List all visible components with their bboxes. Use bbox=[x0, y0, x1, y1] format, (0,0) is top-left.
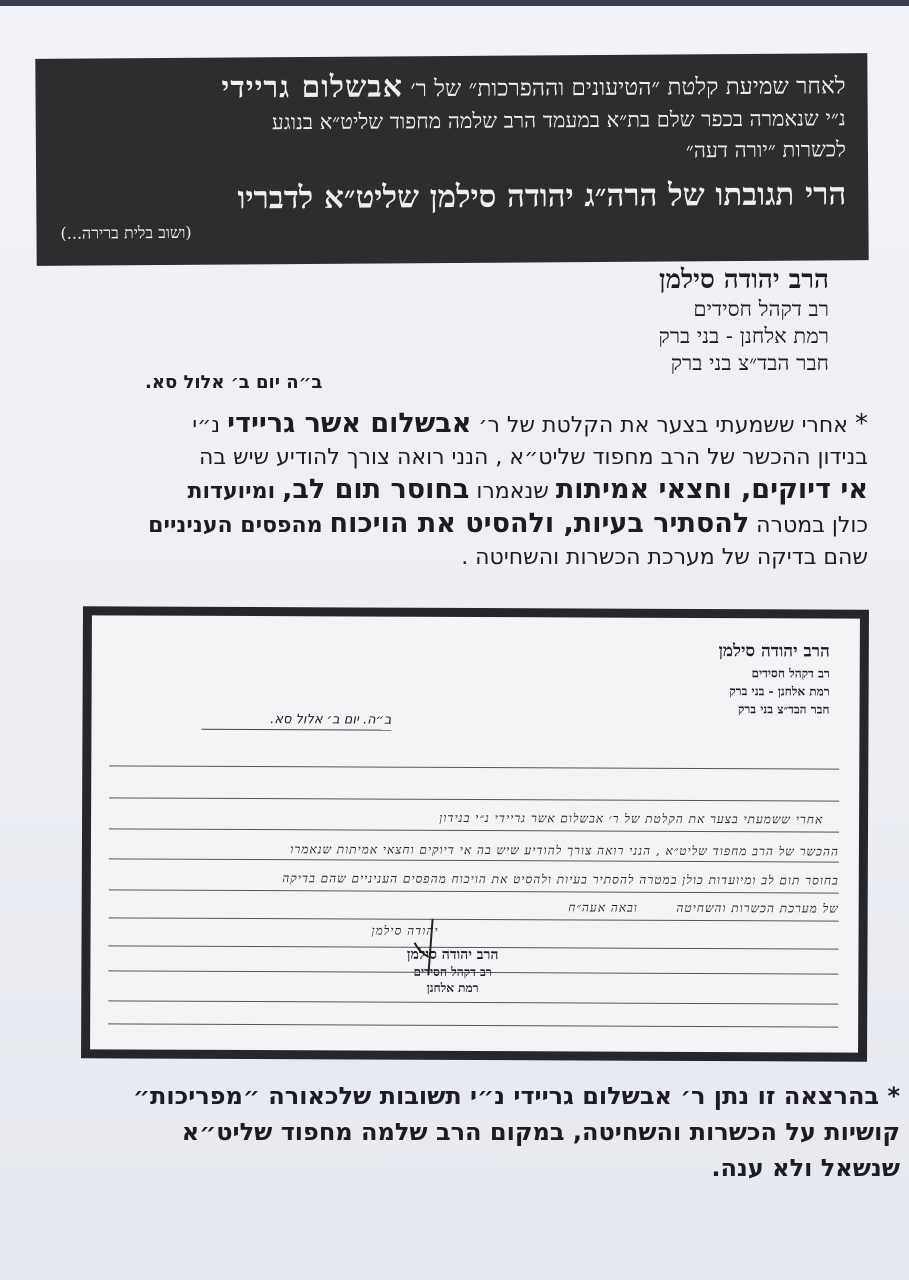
banner-note: (ושוב בלית ברירה...) bbox=[60, 222, 192, 243]
handwritten-line: בחוסר תום לב ומיועדות כולן במטרה להסתיר בעיות ולהסיט את הויכוח מהפסים העניניים שהם בדיקה bbox=[282, 871, 839, 888]
letter-stamp bbox=[407, 947, 499, 996]
footer-text: בהרצאה זו נתן ר׳ אבשלום גריידי נ״י תשובות שלכאורה ״מפריכות״ bbox=[132, 1082, 880, 1110]
header-banner bbox=[35, 53, 868, 266]
letter-date bbox=[201, 712, 391, 731]
letterhead bbox=[529, 264, 829, 377]
letter-head-line: רב דקהל חסידים bbox=[751, 666, 830, 681]
main-emphasis: בחוסר תום לב, bbox=[282, 474, 470, 505]
letter-head-name: הרב יהודה סילמן bbox=[718, 641, 830, 662]
main-emphasis: אי דיוקים, וחצאי אמיתות bbox=[555, 474, 868, 505]
handwritten-text: של מערכת הכשרות והשחיטה bbox=[676, 900, 839, 916]
main-row-1 bbox=[68, 408, 868, 442]
footer-row-3: שנשאל ולא ענה. bbox=[711, 1154, 900, 1182]
letter-date-label: ב״ה. יום bbox=[343, 712, 392, 728]
main-emphasis: אבשלום אשר גריידי bbox=[227, 408, 472, 439]
stamp-name: הרב יהודה סילמן bbox=[406, 946, 499, 964]
ruled-line bbox=[108, 1023, 838, 1027]
banner-line-1-text: לאחר שמיעת קלטת ״הטיעונים וההפרכות״ של ר׳ bbox=[410, 73, 846, 103]
main-emphasis: להסתיר בעיות, ולהסיט את הויכוח bbox=[329, 508, 750, 539]
ruled-line bbox=[109, 797, 839, 801]
main-text: שיש בה bbox=[198, 445, 270, 470]
banner-line-1 bbox=[59, 67, 845, 108]
main-row-2 bbox=[68, 442, 868, 474]
main-text: כולן במטרה bbox=[756, 513, 868, 538]
handwritten-line: אחרי ששמעתי בצער את הקלטת של ר׳ אבשלום אשר גריידי נ״י בנידון bbox=[439, 810, 824, 827]
ruled-line bbox=[109, 917, 839, 921]
footer-row-2: קושיות על הכשרות והשחיטה, במקום הרב שלמה מחפוד שליט״א bbox=[181, 1118, 900, 1146]
document-date: ב״ה יום ב׳ אלול סא. bbox=[145, 372, 323, 393]
letter-date-handwritten: ב׳ אלול סא. bbox=[270, 712, 340, 728]
handwritten-signature-text: יהודה סילמן bbox=[371, 923, 439, 938]
letter-head-line: חבר הבד״צ בני ברק bbox=[737, 702, 830, 717]
banner-line-2: נ״י שנאמרה בכפר שלם בת״א במעמד הרב שלמה מחפוד שליט״א בנוגע bbox=[271, 106, 846, 135]
ruled-line bbox=[109, 889, 839, 893]
stamp-line: רמת אלחנן bbox=[426, 980, 479, 996]
bullet-star: * bbox=[887, 1082, 900, 1110]
main-text: אחרי ששמעתי בצער את הקלטת של ר׳ bbox=[478, 413, 848, 438]
letterhead-title: רב דקהל חסידים bbox=[693, 297, 829, 321]
main-text: שנאמרו bbox=[476, 479, 549, 504]
main-row-4 bbox=[68, 508, 868, 542]
handwritten-letter-image bbox=[81, 606, 869, 1061]
stamp-line: רב דקהל חסידים bbox=[413, 964, 492, 980]
letter-head-line: רמת אלחנן - בני ברק bbox=[729, 684, 830, 699]
main-text: ומיועדות bbox=[187, 479, 276, 504]
handwritten-line bbox=[568, 900, 839, 916]
ruled-line bbox=[108, 1000, 838, 1004]
bullet-star: * bbox=[855, 409, 868, 439]
handwritten-line: ההכשר של הרב מחפוד שליט״א , הנני רואה צורך להודיע שיש בה אי דיוקים וחצאי אמיתות שנאמרו bbox=[290, 842, 839, 859]
main-row-3 bbox=[68, 474, 868, 508]
banner-line-3: לכשרות ״יורה דעה״ bbox=[685, 137, 847, 163]
letterhead-address: רמת אלחנן - בני ברק bbox=[658, 324, 829, 348]
document-page bbox=[0, 6, 909, 1280]
footer-row-1 bbox=[80, 1078, 900, 1114]
handwritten-text: ובאה אעה״ח bbox=[568, 900, 638, 915]
main-paragraph bbox=[68, 408, 868, 574]
ruled-line bbox=[109, 828, 839, 832]
main-text: נ״י bbox=[192, 413, 221, 438]
main-text: בנידון ההכשר של הרב מחפוד שליט״א , הנני רואה צורך להודיע bbox=[276, 445, 868, 470]
banner-headline: הרי תגובתו של הרה״ג יהודה סילמן שליט״א לדבריו bbox=[237, 176, 847, 217]
footer-paragraph bbox=[80, 1078, 900, 1186]
banner-name: אבשלום גריידי bbox=[221, 69, 404, 106]
main-text: מהפסים העניניים bbox=[148, 513, 323, 538]
letterhead-role: חבר הבד״צ בני ברק bbox=[670, 351, 829, 375]
letter-letterhead bbox=[718, 638, 830, 718]
letterhead-name: הרב יהודה סילמן bbox=[658, 265, 829, 295]
ruled-line bbox=[109, 765, 839, 769]
main-row-5: שהם בדיקה של מערכת הכשרות והשחיטה . bbox=[461, 545, 868, 570]
